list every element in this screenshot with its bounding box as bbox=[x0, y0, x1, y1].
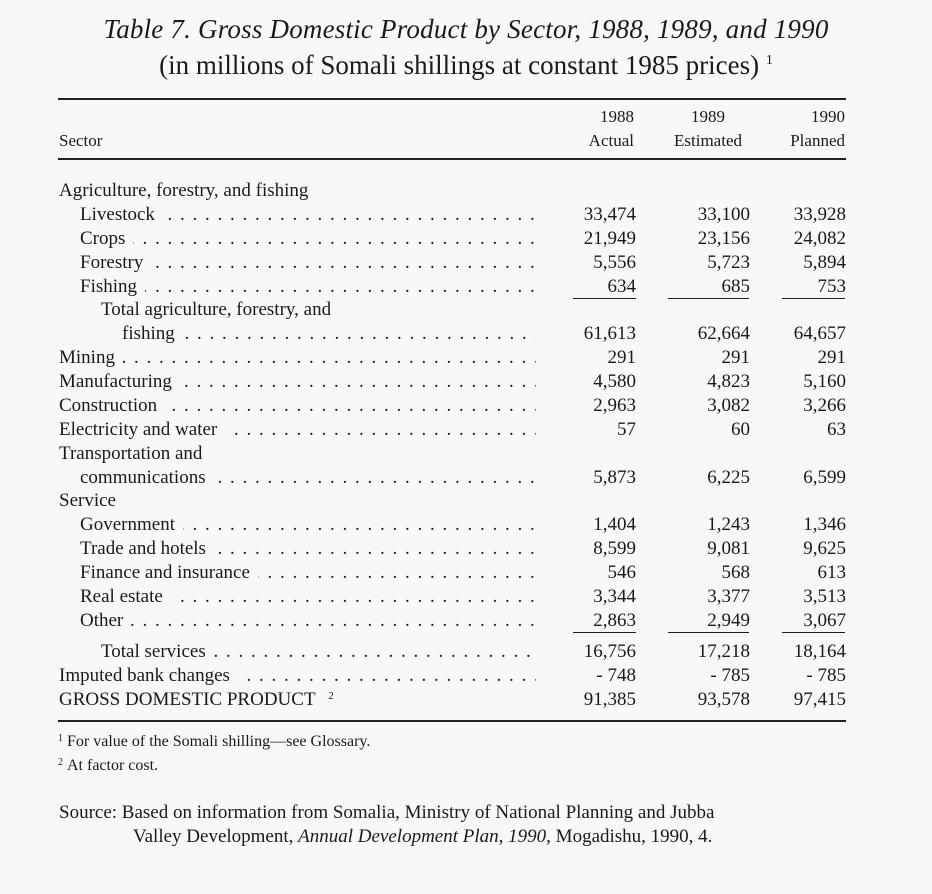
value-1989: 33,100 bbox=[697, 204, 750, 225]
value-1988: 4,580 bbox=[593, 371, 636, 392]
row-label: Electricity and water . . . bbox=[59, 419, 536, 443]
value-1989: 3,082 bbox=[707, 395, 750, 416]
table-row bbox=[0, 586, 932, 610]
value-1990: 33,928 bbox=[793, 204, 846, 225]
table-row bbox=[0, 419, 932, 443]
value-1989: 2,949 bbox=[707, 610, 750, 631]
value-1988: 1,404 bbox=[593, 514, 636, 535]
row-label: Government . . . bbox=[80, 514, 536, 538]
value-1990: 6,599 bbox=[803, 467, 846, 488]
value-1988: 5,556 bbox=[593, 252, 636, 273]
value-1989: 4,823 bbox=[707, 371, 750, 392]
table-row bbox=[0, 610, 932, 634]
subtotal-rule bbox=[782, 632, 845, 633]
row-label: Crops . . . bbox=[80, 228, 536, 252]
value-1988: 3,344 bbox=[593, 586, 636, 607]
value-1988: 57 bbox=[617, 419, 636, 440]
row-label: GROSS DOMESTIC PRODUCT $^2$ bbox=[59, 689, 334, 710]
row-label: fishing . . . bbox=[122, 323, 536, 347]
header-sector: Sector bbox=[59, 131, 103, 150]
value-1989: 93,578 bbox=[697, 689, 750, 710]
table-row bbox=[0, 180, 932, 204]
row-label: Forestry . . . bbox=[80, 252, 536, 276]
row-label: Service bbox=[59, 490, 124, 514]
source-line-2: Valley Development, Annual Development Plan, 1990, Mogadishu, 1990, 4. bbox=[133, 826, 713, 847]
value-1989: 1,243 bbox=[707, 514, 750, 535]
value-1988: 291 bbox=[607, 347, 636, 368]
value-1989: 685 bbox=[721, 276, 750, 297]
row-label: Fishing . . . bbox=[80, 276, 536, 300]
table-row bbox=[0, 323, 932, 347]
value-1988: 91,385 bbox=[583, 689, 636, 710]
row-label: communications . . . bbox=[80, 467, 536, 491]
value-1990: 24,082 bbox=[793, 228, 846, 249]
row-label: Other . . . bbox=[80, 610, 536, 634]
value-1988: 2,963 bbox=[593, 395, 636, 416]
row-label: Mining . . . bbox=[59, 347, 536, 371]
top-rule bbox=[58, 98, 846, 100]
value-1990: 291 bbox=[817, 347, 846, 368]
source-line-1: Source: Based on information from Somalia, Ministry of National Planning and Jubba bbox=[59, 802, 715, 823]
table-row bbox=[0, 443, 932, 467]
row-label: Total services . . . bbox=[101, 641, 536, 665]
value-1989: 60 bbox=[731, 419, 750, 440]
value-1989: 17,218 bbox=[697, 641, 750, 662]
value-1988: - 748 bbox=[596, 665, 636, 686]
footnote-1: $^1$ For value of the Somali shilling—see Glossary. bbox=[58, 733, 371, 750]
value-1990: 3,266 bbox=[803, 395, 846, 416]
table-row bbox=[0, 641, 932, 665]
row-label: Construction . . . bbox=[59, 395, 536, 419]
header-1989-kind: Estimated bbox=[674, 131, 742, 150]
table-row bbox=[0, 467, 932, 491]
value-1989: - 785 bbox=[710, 665, 750, 686]
header-1988-kind: Actual bbox=[588, 131, 634, 150]
value-1988: 2,863 bbox=[593, 610, 636, 631]
row-label: Trade and hotels . . . bbox=[80, 538, 536, 562]
value-1989: 23,156 bbox=[697, 228, 750, 249]
value-1989: 568 bbox=[721, 562, 750, 583]
value-1990: 63 bbox=[827, 419, 846, 440]
subtotal-rule bbox=[668, 632, 749, 633]
value-1990: 64,657 bbox=[793, 323, 846, 344]
value-1988: 16,756 bbox=[583, 641, 636, 662]
value-1990: 1,346 bbox=[803, 514, 846, 535]
table-row bbox=[0, 490, 932, 514]
value-1990: 9,625 bbox=[803, 538, 846, 559]
value-1988: 634 bbox=[607, 276, 636, 297]
table-title: Table 7. Gross Domestic Product by Sector, 1988, 1989, and 1990 bbox=[103, 14, 829, 44]
table-row bbox=[0, 665, 932, 689]
value-1990: 97,415 bbox=[793, 689, 846, 710]
value-1989: 291 bbox=[721, 347, 750, 368]
table-row bbox=[0, 562, 932, 586]
table-row bbox=[0, 689, 932, 713]
table-row bbox=[0, 204, 932, 228]
table-row bbox=[0, 538, 932, 562]
value-1990: 613 bbox=[817, 562, 846, 583]
value-1989: 62,664 bbox=[697, 323, 750, 344]
table-row bbox=[0, 276, 932, 300]
footnote-2: $^2$ At factor cost. bbox=[58, 757, 159, 774]
header-1989-year: 1989 bbox=[691, 107, 725, 126]
value-1989: 9,081 bbox=[707, 538, 750, 559]
table-row bbox=[0, 371, 932, 395]
value-1988: 546 bbox=[607, 562, 636, 583]
row-label: Livestock . . . bbox=[80, 204, 536, 228]
value-1990: 5,160 bbox=[803, 371, 846, 392]
value-1988: 8,599 bbox=[593, 538, 636, 559]
table-row bbox=[0, 514, 932, 538]
row-label: Imputed bank changes . . . bbox=[59, 665, 536, 689]
value-1990: 5,894 bbox=[803, 252, 846, 273]
value-1989: 3,377 bbox=[707, 586, 750, 607]
table-row bbox=[0, 252, 932, 276]
table-row bbox=[0, 228, 932, 252]
value-1988: 33,474 bbox=[583, 204, 636, 225]
subtotal-rule bbox=[573, 632, 636, 633]
value-1990: 18,164 bbox=[793, 641, 846, 662]
header-1990-year: 1990 bbox=[811, 107, 845, 126]
table-row bbox=[0, 347, 932, 371]
row-label: Agriculture, forestry, and fishing bbox=[59, 180, 316, 204]
value-1990: 3,513 bbox=[803, 586, 846, 607]
value-1988: 61,613 bbox=[583, 323, 636, 344]
row-label: Real estate . . . bbox=[80, 586, 536, 610]
value-1989: 6,225 bbox=[707, 467, 750, 488]
value-1988: 21,949 bbox=[583, 228, 636, 249]
table-subtitle: (in millions of Somali shillings at constant 1985 prices) $^1$ bbox=[159, 50, 773, 80]
header-1988-year: 1988 bbox=[600, 107, 634, 126]
row-label: Manufacturing . . . bbox=[59, 371, 536, 395]
header-1990-kind: Planned bbox=[790, 131, 845, 150]
value-1990: 3,067 bbox=[803, 610, 846, 631]
table-row bbox=[0, 395, 932, 419]
table-row bbox=[0, 299, 932, 323]
value-1990: - 785 bbox=[806, 665, 846, 686]
value-1990: 753 bbox=[817, 276, 846, 297]
value-1988: 5,873 bbox=[593, 467, 636, 488]
row-label: Transportation and bbox=[59, 443, 210, 467]
bottom-rule bbox=[58, 720, 846, 722]
row-label: Total agriculture, forestry, and bbox=[101, 299, 339, 323]
header-rule bbox=[58, 158, 846, 160]
value-1989: 5,723 bbox=[707, 252, 750, 273]
row-label: Finance and insurance . . . bbox=[80, 562, 536, 586]
